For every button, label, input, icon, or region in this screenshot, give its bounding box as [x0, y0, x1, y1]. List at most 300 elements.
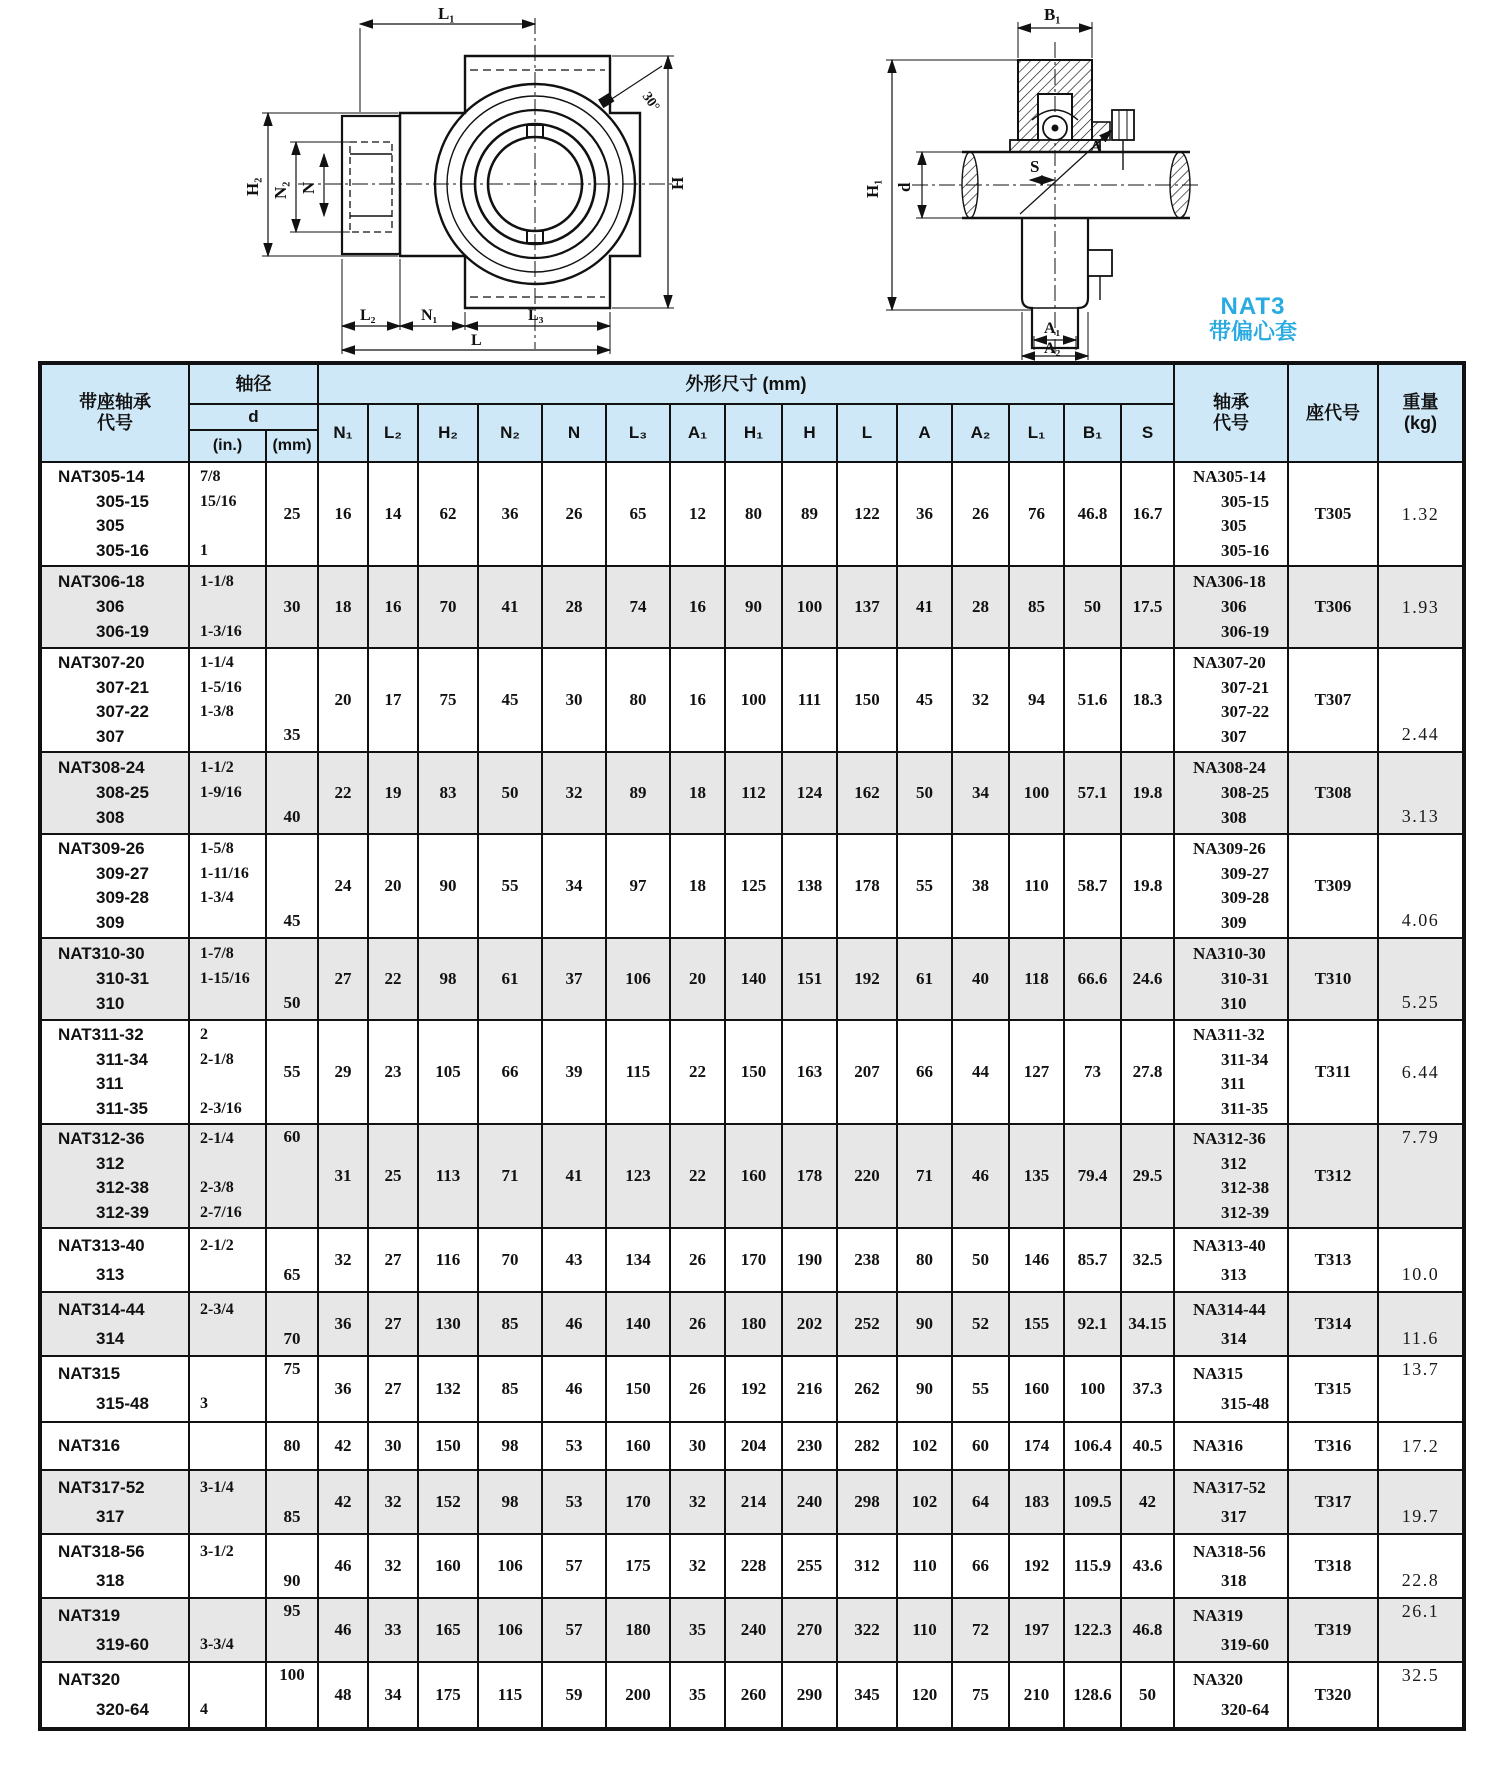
dim-cell-H: 138: [782, 834, 837, 938]
dim-cell-L: 298: [837, 1470, 897, 1534]
table-row: [41, 462, 1463, 566]
dim-cell-A₂: 72: [952, 1598, 1009, 1662]
dim-cell-A₂: 28: [952, 566, 1009, 648]
weight-cell: 1.32: [1378, 462, 1463, 566]
dim-cell-H: 163: [782, 1020, 837, 1124]
dim-cell-L₁: 183: [1009, 1470, 1064, 1534]
dim-cell-L₁: 127: [1009, 1020, 1064, 1124]
dim-cell-A: 50: [897, 752, 952, 834]
dim-cell-N₂: 106: [478, 1598, 542, 1662]
dim-cell-N: 46: [542, 1292, 606, 1356]
shaft-dia-mm-cell: 75: [266, 1356, 318, 1422]
dim-A2: A₂: [1044, 340, 1061, 357]
dim-cell-A: 71: [897, 1124, 952, 1228]
dim-cell-H₂: 116: [418, 1228, 478, 1292]
dim-cell-L₂: 27: [368, 1292, 418, 1356]
dim-cell-N₁: 42: [318, 1470, 368, 1534]
shaft-dia-inch-cell: 4: [189, 1662, 266, 1728]
shaft-dia-mm-cell: 50: [266, 938, 318, 1020]
dim-cell-H: 89: [782, 462, 837, 566]
dim-d: d: [895, 182, 914, 192]
unit-code-cell: NAT312-36 312 312-38 312-39: [41, 1124, 189, 1228]
shaft-dia-inch-cell: 1-1/2 1-9/16: [189, 752, 266, 834]
col-header-housing-code: 座代号: [1288, 364, 1378, 462]
dim-cell-L₁: 85: [1009, 566, 1064, 648]
dim-cell-L₁: 174: [1009, 1422, 1064, 1470]
dim-cell-B₁: 46.8: [1064, 462, 1121, 566]
bearing-code-cell: NA309-26 309-27 309-28 309: [1174, 834, 1288, 938]
bearing-code-cell: NA306-18 306 306-19: [1174, 566, 1288, 648]
dim-cell-L: 192: [837, 938, 897, 1020]
dim-cell-S: 32.5: [1121, 1228, 1174, 1292]
dim-cell-H₁: 125: [725, 834, 782, 938]
dim-cell-H₁: 90: [725, 566, 782, 648]
dim-cell-S: 50: [1121, 1662, 1174, 1728]
shaft-dia-inch-cell: 1-1/4 1-5/16 1-3/8: [189, 648, 266, 752]
dim-cell-N: 34: [542, 834, 606, 938]
weight-cell: 17.2: [1378, 1422, 1463, 1470]
dim-L2: L₂: [360, 307, 376, 324]
dim-cell-L₃: 134: [606, 1228, 670, 1292]
dim-cell-L: 262: [837, 1356, 897, 1422]
bearing-code-cell: NA305-14 305-15 305 305-16: [1174, 462, 1288, 566]
dim-A: A: [1090, 137, 1103, 156]
dim-cell-A: 55: [897, 834, 952, 938]
dim-cell-A: 41: [897, 566, 952, 648]
unit-code-cell: NAT308-24 308-25 308: [41, 752, 189, 834]
dim-cell-H₁: 112: [725, 752, 782, 834]
dim-cell-H₂: 98: [418, 938, 478, 1020]
dim-cell-N: 57: [542, 1598, 606, 1662]
housing-code-cell: T310: [1288, 938, 1378, 1020]
unit-code-cell: NAT318-56 318: [41, 1534, 189, 1598]
bearing-code-cell: NA307-20 307-21 307-22 307: [1174, 648, 1288, 752]
dim-cell-N₁: 42: [318, 1422, 368, 1470]
dim-cell-A₂: 46: [952, 1124, 1009, 1228]
dim-cell-H₂: 83: [418, 752, 478, 834]
dim-cell-L: 220: [837, 1124, 897, 1228]
dim-cell-A₁: 22: [670, 1020, 725, 1124]
dim-cell-S: 29.5: [1121, 1124, 1174, 1228]
dim-cell-S: 24.6: [1121, 938, 1174, 1020]
dim-cell-H₁: 240: [725, 1598, 782, 1662]
col-header-N2: N₂: [478, 404, 542, 462]
housing-code-cell: T306: [1288, 566, 1378, 648]
dim-cell-N: 53: [542, 1470, 606, 1534]
dim-cell-H₂: 70: [418, 566, 478, 648]
dim-cell-A₂: 60: [952, 1422, 1009, 1470]
dim-cell-A: 120: [897, 1662, 952, 1728]
dim-cell-N₁: 16: [318, 462, 368, 566]
dim-cell-L₁: 155: [1009, 1292, 1064, 1356]
dim-cell-L₂: 33: [368, 1598, 418, 1662]
dim-N2: N₂: [271, 181, 290, 199]
dim-cell-L₃: 170: [606, 1470, 670, 1534]
dim-cell-H: 270: [782, 1598, 837, 1662]
dim-cell-N: 41: [542, 1124, 606, 1228]
housing-code-cell: T308: [1288, 752, 1378, 834]
dim-cell-B₁: 100: [1064, 1356, 1121, 1422]
table-row: [41, 752, 1463, 834]
table-row: [41, 1020, 1463, 1124]
dim-cell-A₁: 26: [670, 1292, 725, 1356]
dim-cell-L: 207: [837, 1020, 897, 1124]
bearing-code-cell: NA319 319-60: [1174, 1598, 1288, 1662]
dim-cell-A₁: 18: [670, 834, 725, 938]
bearing-code-cell: NA314-44 314: [1174, 1292, 1288, 1356]
dim-cell-L: 322: [837, 1598, 897, 1662]
dim-cell-H₂: 62: [418, 462, 478, 566]
weight-cell: 3.13: [1378, 752, 1463, 834]
dim-cell-L₂: 32: [368, 1470, 418, 1534]
dim-cell-N₁: 29: [318, 1020, 368, 1124]
dim-cell-L: 312: [837, 1534, 897, 1598]
dim-cell-L: 150: [837, 648, 897, 752]
dim-cell-B₁: 106.4: [1064, 1422, 1121, 1470]
dim-cell-L₁: 135: [1009, 1124, 1064, 1228]
unit-code-cell: NAT314-44 314: [41, 1292, 189, 1356]
dim-cell-L₁: 197: [1009, 1598, 1064, 1662]
dim-cell-L₁: 146: [1009, 1228, 1064, 1292]
col-header-H: H: [782, 404, 837, 462]
dim-H1: H₁: [863, 179, 882, 198]
dim-cell-L₃: 115: [606, 1020, 670, 1124]
dim-cell-H₂: 113: [418, 1124, 478, 1228]
col-header-S: S: [1121, 404, 1174, 462]
dim-cell-L₂: 32: [368, 1534, 418, 1598]
dim-cell-L₁: 110: [1009, 834, 1064, 938]
dim-cell-H: 190: [782, 1228, 837, 1292]
angle-label: 30°: [638, 89, 663, 115]
dim-cell-L₂: 34: [368, 1662, 418, 1728]
col-header-L1: L₁: [1009, 404, 1064, 462]
shaft-dia-inch-cell: 3-1/4: [189, 1470, 266, 1534]
dim-cell-N₁: 46: [318, 1598, 368, 1662]
housing-code-cell: T307: [1288, 648, 1378, 752]
dim-cell-A₂: 34: [952, 752, 1009, 834]
shaft-dia-inch-cell: 2-1/4 2-3/8 2-7/16: [189, 1124, 266, 1228]
housing-code-cell: T311: [1288, 1020, 1378, 1124]
table-row: [41, 1228, 1463, 1292]
col-header-A: A: [897, 404, 952, 462]
dim-cell-N₁: 46: [318, 1534, 368, 1598]
dim-cell-N₂: 45: [478, 648, 542, 752]
shaft-dia-mm-cell: 70: [266, 1292, 318, 1356]
spec-table: [40, 363, 1464, 1729]
dim-cell-A₁: 30: [670, 1422, 725, 1470]
table-row: [41, 1292, 1463, 1356]
dim-cell-H₂: 175: [418, 1662, 478, 1728]
dim-cell-B₁: 122.3: [1064, 1598, 1121, 1662]
dim-cell-A: 61: [897, 938, 952, 1020]
dim-cell-H₂: 130: [418, 1292, 478, 1356]
dim-cell-L: 345: [837, 1662, 897, 1728]
shaft-dia-inch-cell: 7/8 15/16 1: [189, 462, 266, 566]
dim-cell-H₁: 150: [725, 1020, 782, 1124]
table-row: [41, 1422, 1463, 1470]
table-row: [41, 1356, 1463, 1422]
dim-cell-L₃: 175: [606, 1534, 670, 1598]
dim-cell-N₂: 50: [478, 752, 542, 834]
dim-cell-L₂: 27: [368, 1356, 418, 1422]
col-header-N1: N₁: [318, 404, 368, 462]
shaft-dia-mm-cell: 45: [266, 834, 318, 938]
dim-cell-A₂: 26: [952, 462, 1009, 566]
dim-cell-L₁: 210: [1009, 1662, 1064, 1728]
col-header-mm: (mm): [266, 430, 318, 462]
table-row: [41, 938, 1463, 1020]
shaft-dia-mm-cell: 90: [266, 1534, 318, 1598]
dim-cell-L₃: 74: [606, 566, 670, 648]
shaft-dia-inch-cell: 1-1/8 1-3/16: [189, 566, 266, 648]
dim-cell-L: 137: [837, 566, 897, 648]
dim-L: L: [471, 332, 482, 349]
dim-cell-L: 282: [837, 1422, 897, 1470]
dim-cell-L₁: 100: [1009, 752, 1064, 834]
dim-cell-H₁: 204: [725, 1422, 782, 1470]
dim-cell-A: 45: [897, 648, 952, 752]
dim-cell-H₂: 165: [418, 1598, 478, 1662]
dim-cell-H: 111: [782, 648, 837, 752]
dim-cell-N₁: 32: [318, 1228, 368, 1292]
dim-cell-N₂: 85: [478, 1292, 542, 1356]
housing-code-cell: T315: [1288, 1356, 1378, 1422]
unit-code-cell: NAT315 315-48: [41, 1356, 189, 1422]
col-header-inch: (in.): [189, 430, 266, 462]
dim-cell-H₂: 75: [418, 648, 478, 752]
bearing-code-cell: NA313-40 313: [1174, 1228, 1288, 1292]
col-header-d: d: [189, 404, 318, 430]
dim-cell-B₁: 115.9: [1064, 1534, 1121, 1598]
col-header-shaft-dia: 轴径: [189, 364, 318, 404]
shaft-dia-inch-cell: 3: [189, 1356, 266, 1422]
weight-cell: 5.25: [1378, 938, 1463, 1020]
dim-cell-A₂: 52: [952, 1292, 1009, 1356]
dim-cell-A₂: 66: [952, 1534, 1009, 1598]
dim-cell-A₂: 64: [952, 1470, 1009, 1534]
dim-cell-H₁: 100: [725, 648, 782, 752]
shaft-dia-inch-cell: 2-1/2: [189, 1228, 266, 1292]
shaft-dia-mm-cell: 95: [266, 1598, 318, 1662]
dim-cell-A₂: 32: [952, 648, 1009, 752]
shaft-dia-mm-cell: 40: [266, 752, 318, 834]
dim-cell-B₁: 79.4: [1064, 1124, 1121, 1228]
dim-cell-L: 252: [837, 1292, 897, 1356]
dim-A1: A₁: [1044, 320, 1061, 337]
weight-cell: 7.79: [1378, 1124, 1463, 1228]
dim-cell-S: 16.7: [1121, 462, 1174, 566]
dim-cell-A: 102: [897, 1470, 952, 1534]
dim-cell-N₁: 20: [318, 648, 368, 752]
dim-cell-L₂: 20: [368, 834, 418, 938]
dim-cell-H: 255: [782, 1534, 837, 1598]
dim-H: H: [668, 176, 687, 190]
dim-cell-B₁: 109.5: [1064, 1470, 1121, 1534]
dim-N: N: [299, 181, 318, 194]
housing-code-cell: T313: [1288, 1228, 1378, 1292]
shaft-dia-mm-cell: 65: [266, 1228, 318, 1292]
dim-cell-A₁: 22: [670, 1124, 725, 1228]
weight-cell: 19.7: [1378, 1470, 1463, 1534]
dim-cell-L₂: 27: [368, 1228, 418, 1292]
shaft-dia-mm-cell: 100: [266, 1662, 318, 1728]
dim-cell-N₁: 27: [318, 938, 368, 1020]
dim-cell-L₂: 19: [368, 752, 418, 834]
dim-cell-H₁: 260: [725, 1662, 782, 1728]
shaft-dia-inch-cell: 3-1/2: [189, 1534, 266, 1598]
dim-cell-H: 178: [782, 1124, 837, 1228]
dim-cell-A₂: 75: [952, 1662, 1009, 1728]
dim-cell-N₂: 115: [478, 1662, 542, 1728]
table-header: [41, 364, 1463, 462]
dim-cell-B₁: 66.6: [1064, 938, 1121, 1020]
dim-cell-N: 57: [542, 1534, 606, 1598]
dim-cell-A₁: 16: [670, 566, 725, 648]
dim-cell-N₂: 70: [478, 1228, 542, 1292]
unit-code-cell: NAT306-18 306 306-19: [41, 566, 189, 648]
dim-cell-S: 42: [1121, 1470, 1174, 1534]
dim-cell-H₂: 105: [418, 1020, 478, 1124]
dim-cell-S: 37.3: [1121, 1356, 1174, 1422]
dim-cell-A₁: 32: [670, 1534, 725, 1598]
dim-cell-N₁: 22: [318, 752, 368, 834]
dim-H2: H₂: [243, 177, 262, 196]
shaft-dia-mm-cell: 35: [266, 648, 318, 752]
dim-cell-A: 110: [897, 1534, 952, 1598]
col-header-weight: 重量 (kg): [1378, 364, 1463, 462]
dim-cell-N₂: 85: [478, 1356, 542, 1422]
dim-cell-L₁: 160: [1009, 1356, 1064, 1422]
shaft-dia-inch-cell: 2-3/4: [189, 1292, 266, 1356]
bearing-code-cell: NA310-30 310-31 310: [1174, 938, 1288, 1020]
weight-cell: 22.8: [1378, 1534, 1463, 1598]
table-row: [41, 566, 1463, 648]
spec-table-wrap: [38, 361, 1466, 1731]
table-row: [41, 834, 1463, 938]
dim-cell-H₁: 192: [725, 1356, 782, 1422]
dim-cell-H₂: 160: [418, 1534, 478, 1598]
dim-cell-L₂: 30: [368, 1422, 418, 1470]
dim-cell-B₁: 73: [1064, 1020, 1121, 1124]
dim-cell-N₂: 36: [478, 462, 542, 566]
col-header-B1: B₁: [1064, 404, 1121, 462]
side-section-drawing: [782, 2, 1202, 362]
dim-cell-S: 40.5: [1121, 1422, 1174, 1470]
dim-L1: L₁: [438, 4, 455, 23]
unit-code-cell: NAT307-20 307-21 307-22 307: [41, 648, 189, 752]
unit-code-cell: NAT313-40 313: [41, 1228, 189, 1292]
col-header-A2: A₂: [952, 404, 1009, 462]
bearing-code-cell: NA316: [1174, 1422, 1288, 1470]
dim-cell-A: 110: [897, 1598, 952, 1662]
unit-code-cell: NAT305-14 305-15 305 305-16: [41, 462, 189, 566]
dim-cell-H: 202: [782, 1292, 837, 1356]
weight-cell: 2.44: [1378, 648, 1463, 752]
dim-cell-N: 32: [542, 752, 606, 834]
table-row: [41, 1662, 1463, 1728]
dim-cell-A₁: 35: [670, 1598, 725, 1662]
weight-cell: 11.6: [1378, 1292, 1463, 1356]
dim-cell-L₂: 23: [368, 1020, 418, 1124]
dim-cell-N₁: 24: [318, 834, 368, 938]
weight-cell: 10.0: [1378, 1228, 1463, 1292]
dim-cell-N₁: 48: [318, 1662, 368, 1728]
dim-cell-S: 46.8: [1121, 1598, 1174, 1662]
slider-slot-hidden: [350, 142, 392, 232]
table-row: [41, 648, 1463, 752]
series-subtitle: 带偏心套: [1208, 319, 1297, 345]
dim-cell-H₁: 180: [725, 1292, 782, 1356]
shaft-dia-inch-cell: 1-5/8 1-11/16 1-3/4: [189, 834, 266, 938]
dim-cell-A₂: 44: [952, 1020, 1009, 1124]
housing-code-cell: T319: [1288, 1598, 1378, 1662]
dim-cell-L₂: 16: [368, 566, 418, 648]
dim-cell-B₁: 92.1: [1064, 1292, 1121, 1356]
dim-cell-N₂: 106: [478, 1534, 542, 1598]
dim-cell-A: 102: [897, 1422, 952, 1470]
dim-cell-L₃: 180: [606, 1598, 670, 1662]
shaft-dia-mm-cell: 60: [266, 1124, 318, 1228]
dim-cell-A₂: 50: [952, 1228, 1009, 1292]
dim-cell-N: 30: [542, 648, 606, 752]
shaft-dia-inch-cell: [189, 1422, 266, 1470]
dim-cell-H: 124: [782, 752, 837, 834]
dim-cell-A: 90: [897, 1356, 952, 1422]
weight-cell: 1.93: [1378, 566, 1463, 648]
dim-cell-H₂: 150: [418, 1422, 478, 1470]
bearing-code-cell: NA315 315-48: [1174, 1356, 1288, 1422]
dim-cell-L₁: 192: [1009, 1534, 1064, 1598]
collar-nut: [1112, 110, 1134, 140]
dim-cell-L₂: 17: [368, 648, 418, 752]
housing-code-cell: T305: [1288, 462, 1378, 566]
shaft-dia-mm-cell: 80: [266, 1422, 318, 1470]
col-header-L: L: [837, 404, 897, 462]
dim-cell-H₁: 170: [725, 1228, 782, 1292]
dim-cell-S: 19.8: [1121, 834, 1174, 938]
adjust-nut: [1088, 250, 1112, 276]
dim-cell-H₁: 160: [725, 1124, 782, 1228]
housing-code-cell: T317: [1288, 1470, 1378, 1534]
dim-cell-A: 80: [897, 1228, 952, 1292]
weight-cell: 32.5: [1378, 1662, 1463, 1728]
dim-cell-A: 36: [897, 462, 952, 566]
housing-code-cell: T320: [1288, 1662, 1378, 1728]
slider-block: [342, 116, 400, 254]
dim-cell-N₂: 61: [478, 938, 542, 1020]
col-header-bearing-code: 轴承 代号: [1174, 364, 1288, 462]
dim-cell-N₁: 18: [318, 566, 368, 648]
dim-cell-B₁: 51.6: [1064, 648, 1121, 752]
unit-code-cell: NAT317-52 317: [41, 1470, 189, 1534]
dim-cell-H₂: 152: [418, 1470, 478, 1534]
dim-cell-H: 290: [782, 1662, 837, 1728]
bearing-code-cell: NA308-24 308-25 308: [1174, 752, 1288, 834]
dim-cell-N: 37: [542, 938, 606, 1020]
col-header-H2: H₂: [418, 404, 478, 462]
weight-cell: 6.44: [1378, 1020, 1463, 1124]
dim-cell-L₁: 94: [1009, 648, 1064, 752]
dim-cell-N: 39: [542, 1020, 606, 1124]
col-header-unit-code: 带座轴承 代号: [41, 364, 189, 462]
shaft-dia-inch-cell: 2 2-1/8 2-3/16: [189, 1020, 266, 1124]
shaft-dia-inch-cell: 3-3/4: [189, 1598, 266, 1662]
dim-cell-H: 216: [782, 1356, 837, 1422]
dim-cell-A₁: 26: [670, 1228, 725, 1292]
shaft-dia-mm-cell: 25: [266, 462, 318, 566]
dim-cell-N: 59: [542, 1662, 606, 1728]
housing-code-cell: T314: [1288, 1292, 1378, 1356]
